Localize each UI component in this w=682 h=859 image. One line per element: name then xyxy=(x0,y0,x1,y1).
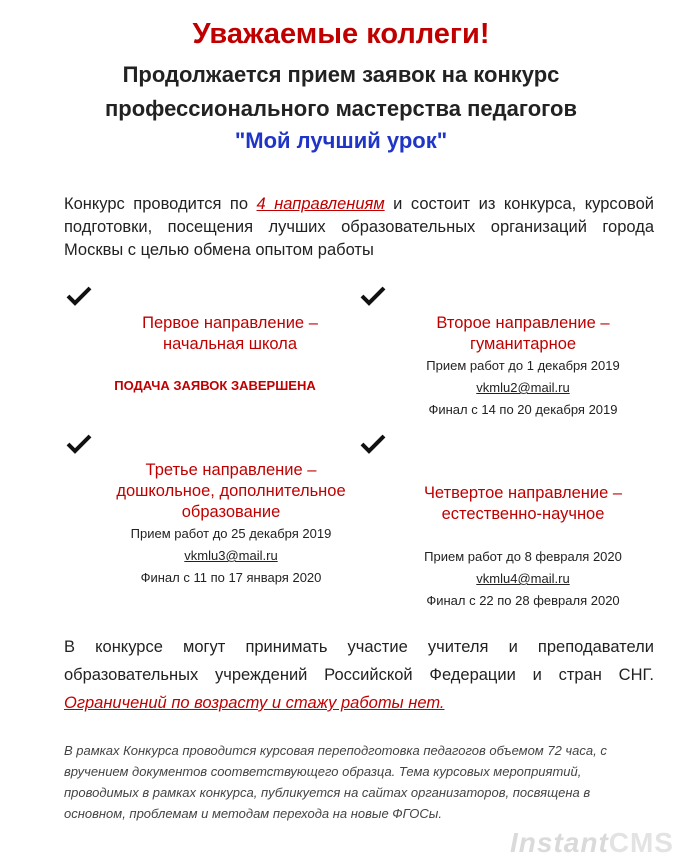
participants-text: В конкурсе могут принимать участие учителя и преподаватели образовательных учреждений Российской Федерации и стран СНГ. xyxy=(64,638,654,684)
direction-email-link[interactable]: vkmlu3@mail.ru xyxy=(184,548,278,563)
direction-final: Финал с 14 по 20 декабря 2019 xyxy=(428,402,618,417)
direction-2 xyxy=(392,313,654,421)
intro-text-end: и состоит из конкурса, курсовой подготовки, посещения лучших образовательных организаций города Москвы с целью обмена опытом работы xyxy=(64,195,654,259)
checkmark-icon xyxy=(66,433,92,455)
checkmark-icon xyxy=(360,433,386,455)
direction-4-details xyxy=(392,546,654,612)
subtitle-heading: Продолжается прием заявок на конкурс профессионального мастерства педагогов xyxy=(104,62,578,121)
direction-title: Первое направление – начальная школа xyxy=(142,314,318,353)
directions-link[interactable]: 4 направлениям xyxy=(256,195,385,213)
direction-title: Четвертое направление – естественно-научное xyxy=(423,484,623,523)
direction-1 xyxy=(100,313,360,355)
direction-email-link[interactable]: vkmlu2@mail.ru xyxy=(476,380,570,395)
direction-final: Финал с 22 по 28 февраля 2020 xyxy=(426,593,620,608)
direction-deadline: Прием работ до 25 декабря 2019 xyxy=(130,526,332,541)
watermark-part-2: CMS xyxy=(608,827,674,858)
direction-title: Третье направление – дошкольное, дополнительное образование xyxy=(116,461,346,521)
greeting-heading: Уважаемые коллеги! xyxy=(192,18,490,50)
intro-paragraph xyxy=(64,193,654,262)
checkmark-icon xyxy=(360,285,386,307)
course-note: В рамках Конкурса проводится курсовая переподготовка педагогов объемом 72 часа, с вручением документов соответствующего образца. Тема курсовых мероприятий, проводимых в рамках конкурса, публикуется на сайтах организаторов, посвящена в основном, проблемам и методам перехода на новые ФГОСы. xyxy=(64,743,607,821)
no-limits-link[interactable]: Ограничений по возрасту и стажу работы нет. xyxy=(64,694,445,712)
instantcms-watermark-logo xyxy=(510,827,674,859)
intro-text-start: Конкурс проводится по xyxy=(64,195,257,213)
direction-1-status: ПОДАЧА ЗАЯВОК ЗАВЕРШЕНА xyxy=(114,378,316,393)
direction-email-link[interactable]: vkmlu4@mail.ru xyxy=(476,571,570,586)
direction-final: Финал с 11 по 17 января 2020 xyxy=(140,570,322,585)
direction-deadline: Прием работ до 8 февраля 2020 xyxy=(424,549,622,564)
direction-3 xyxy=(100,460,362,589)
checkmark-icon xyxy=(66,285,92,307)
direction-title: Второе направление – гуманитарное xyxy=(436,314,610,353)
direction-deadline: Прием работ до 1 декабря 2019 xyxy=(426,358,620,373)
participants-paragraph xyxy=(64,633,654,717)
direction-4 xyxy=(392,483,654,525)
contest-name: "Мой лучший урок" xyxy=(234,128,448,153)
watermark-part-1: Instant xyxy=(509,827,609,858)
